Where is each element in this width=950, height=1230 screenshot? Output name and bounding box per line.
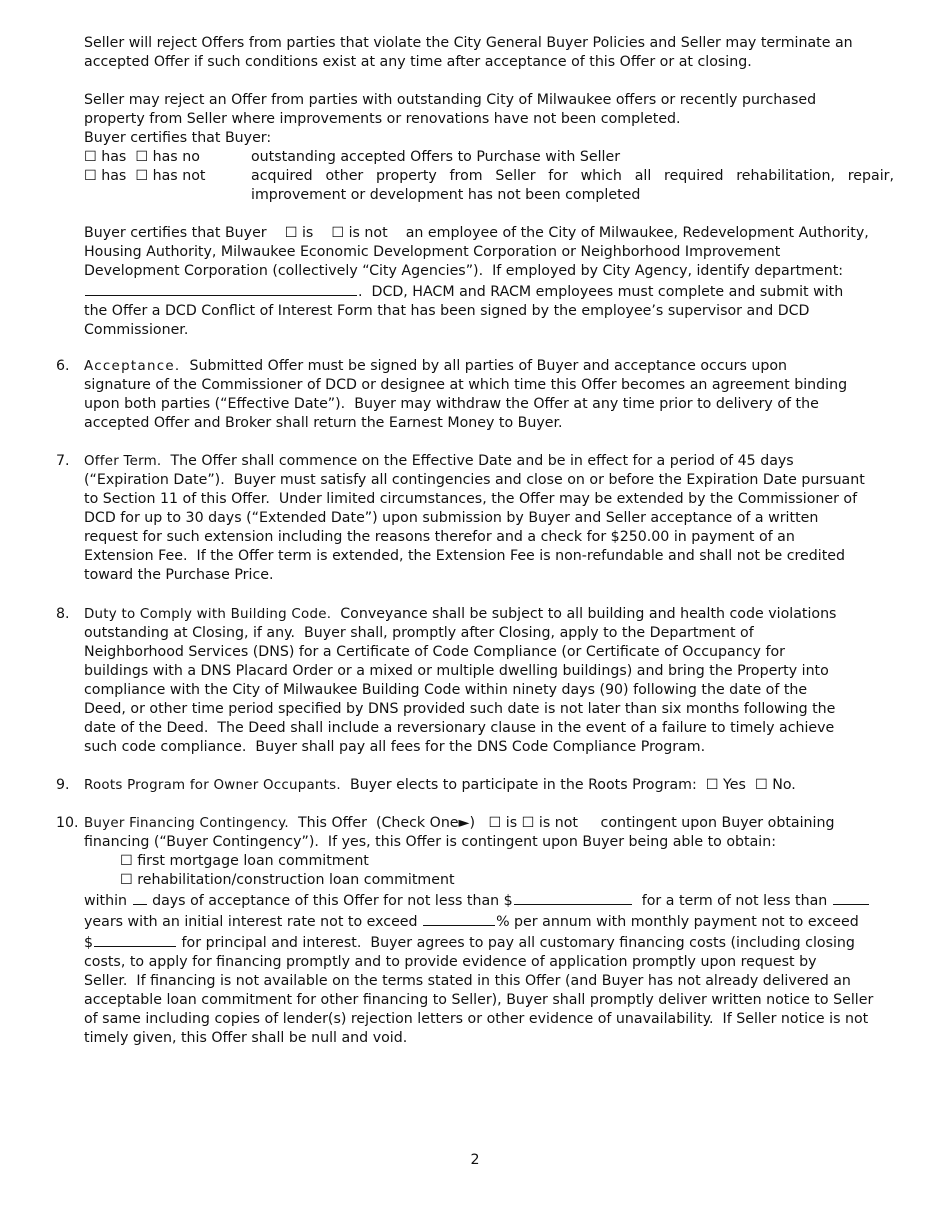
checkbox-is-not[interactable]: ☐ — [521, 815, 535, 831]
text-line: outstanding at Closing, if any. Buyer shall, promptly after Closing, apply to the Department of — [84, 625, 754, 641]
text-line — [84, 776, 894, 795]
cert-row-property — [84, 167, 205, 186]
text-span: years with an initial interest rate not to exceed — [84, 914, 418, 930]
text-line: toward the Purchase Price. — [84, 567, 274, 583]
text-line: (“Expiration Date”). Buyer must satisfy all contingencies and close on or before the Expiration Date pursuant — [84, 472, 865, 488]
section-number: 9. — [56, 777, 70, 793]
employee-paragraph — [84, 224, 894, 340]
section-number: 10. — [56, 815, 79, 831]
text-line — [84, 281, 894, 302]
loan-amount-blank[interactable] — [514, 890, 632, 905]
checkbox-first-mortgage[interactable]: ☐ — [120, 853, 133, 869]
checkbox-has[interactable]: ☐ — [84, 149, 97, 165]
text-span: $ — [84, 935, 94, 951]
option-label: is not — [348, 225, 388, 241]
section-heading: Offer Term. — [84, 454, 162, 469]
section-number: 6. — [56, 358, 70, 374]
option-label: Yes — [723, 777, 746, 793]
text-span: Submitted Offer must be signed by all parties of Buyer and acceptance occurs upon — [189, 358, 788, 374]
section-9 — [84, 776, 894, 795]
section-number: 7. — [56, 453, 70, 469]
department-blank[interactable] — [85, 281, 357, 296]
text-line: Extension Fee. If the Offer term is extended, the Extension Fee is non-refundable and shall not be credited — [84, 548, 845, 564]
reject-paragraph — [84, 91, 894, 148]
text-span: contingent upon Buyer obtaining — [600, 815, 835, 831]
cert-text-offers: outstanding accepted Offers to Purchase with Seller — [251, 149, 621, 165]
text-line: the Offer a DCD Conflict of Interest Form that has been signed by the employee’s supervisor and DCD — [84, 303, 810, 319]
text-line — [84, 890, 894, 911]
section-6 — [84, 357, 894, 433]
option-label: has — [101, 168, 127, 184]
option-rehab-loan — [84, 871, 894, 890]
text-span: This Offer (Check One►) — [297, 815, 475, 831]
checkbox-has-not[interactable]: ☐ — [135, 168, 149, 184]
policy-paragraph — [84, 34, 894, 72]
text-line: Seller will reject Offers from parties that violate the City General Buyer Policies and Seller may terminate an — [84, 35, 853, 51]
text-line: compliance with the City of Milwaukee Building Code within ninety days (90) following the date of the — [84, 682, 808, 698]
text-span: Buyer certifies that Buyer — [84, 225, 267, 241]
option-label: has — [101, 149, 127, 165]
option-label: rehabilitation/construction loan commitment — [137, 872, 455, 888]
text-span: an employee of the City of Milwaukee, Redevelopment Authority, — [405, 225, 869, 241]
text-span: Conveyance shall be subject to all building and health code violations — [340, 606, 837, 622]
text-line: Seller may reject an Offer from parties with outstanding City of Milwaukee offers or recently purchased — [84, 92, 817, 108]
section-heading: Buyer Financing Contingency. — [84, 816, 289, 831]
text-span: Buyer elects to participate in the Roots Program: — [349, 777, 697, 793]
monthly-payment-blank[interactable] — [94, 932, 176, 947]
text-line: of same including copies of lender(s) rejection letters or other evidence of unavailability. If Seller notice is not — [84, 1011, 869, 1027]
option-label: has not — [152, 168, 206, 184]
text-line: costs, to apply for financing promptly and to provide evidence of application promptly upon request by — [84, 954, 817, 970]
text-line — [84, 224, 894, 243]
text-span: for a term of not less than — [641, 893, 828, 909]
text-line: accepted Offer and Broker shall return the Earnest Money to Buyer. — [84, 415, 563, 431]
section-7 — [84, 452, 894, 585]
text-line: Neighborhood Services (DNS) for a Certificate of Code Compliance (or Certificate of Occupancy for — [84, 644, 785, 660]
text-line — [84, 911, 894, 932]
cert-row-offers — [84, 148, 200, 167]
text-line: Development Corporation (collectively “City Agencies”). If employed by City Agency, identify department: — [84, 263, 844, 279]
checkbox-no[interactable]: ☐ — [754, 777, 768, 793]
option-label: is — [505, 815, 518, 831]
section-heading: Acceptance. — [84, 359, 181, 374]
section-number: 8. — [56, 606, 70, 622]
text-line — [84, 605, 894, 624]
option-first-mortgage — [84, 852, 894, 871]
text-line: Housing Authority, Milwaukee Economic Development Corporation or Neighborhood Improvement — [84, 244, 781, 260]
cert-text-property: acquired other property from Seller for which all required rehabilitation, repair, improvement or development has not been completed — [251, 168, 894, 203]
checkbox-is[interactable]: ☐ — [488, 815, 502, 831]
text-line: to Section 11 of this Offer. Under limited circumstances, the Offer may be extended by the Commissioner of — [84, 491, 858, 507]
text-line: request for such extension including the reasons therefor and a check for $250.00 in payment of an — [84, 529, 795, 545]
text-span: The Offer shall commence on the Effective Date and be in effect for a period of 45 days — [170, 453, 794, 469]
option-label: has no — [152, 149, 200, 165]
text-line — [84, 357, 894, 376]
checkbox-has-no[interactable]: ☐ — [135, 149, 149, 165]
checkbox-is-not[interactable]: ☐ — [331, 225, 345, 241]
checkbox-is[interactable]: ☐ — [284, 225, 298, 241]
text-line — [84, 932, 894, 953]
section-8 — [84, 605, 894, 757]
text-span: days of acceptance of this Offer for not less than $ — [152, 893, 513, 909]
text-span: . DCD, HACM and RACM employees must complete and submit with — [358, 284, 844, 300]
days-blank[interactable] — [133, 890, 147, 905]
text-line — [84, 814, 894, 833]
text-line: date of the Deed. The Deed shall include a reversionary clause in the event of a failure to timely achieve — [84, 720, 835, 736]
text-line — [84, 452, 894, 471]
text-line: Commissioner. — [84, 322, 189, 338]
text-line: upon both parties (“Effective Date”). Buyer may withdraw the Offer at any time prior to delivery of the — [84, 396, 819, 412]
text-span: within — [84, 893, 128, 909]
text-line: timely given, this Offer shall be null and void. — [84, 1030, 408, 1046]
text-line: accepted Offer if such conditions exist at any time after acceptance of this Offer or at closing. — [84, 54, 752, 70]
checkbox-has[interactable]: ☐ — [84, 168, 97, 184]
text-line: buildings with a DNS Placard Order or a mixed or multiple dwelling buildings) and bring the Property into — [84, 663, 829, 679]
section-10 — [84, 814, 894, 1048]
text-line: Seller. If financing is not available on the terms stated in this Offer (and Buyer has not already delivered an — [84, 973, 851, 989]
text-span: for principal and interest. Buyer agrees to pay all customary financing costs (including closing — [181, 935, 855, 951]
option-label: is — [301, 225, 314, 241]
text-line: such code compliance. Buyer shall pay all fees for the DNS Code Compliance Program. — [84, 739, 706, 755]
checkbox-yes[interactable]: ☐ — [705, 777, 719, 793]
option-label: first mortgage loan commitment — [137, 853, 369, 869]
checkbox-rehab-loan[interactable]: ☐ — [120, 872, 133, 888]
text-line: Buyer certifies that Buyer: — [84, 130, 272, 146]
page-number: 2 — [470, 1152, 480, 1168]
text-line: signature of the Commissioner of DCD or designee at which time this Offer becomes an agreement binding — [84, 377, 848, 393]
text-line: financing (“Buyer Contingency”). If yes, this Offer is contingent upon Buyer being able to obtain: — [84, 834, 777, 850]
interest-rate-blank[interactable] — [423, 911, 495, 926]
term-years-blank[interactable] — [833, 890, 869, 905]
section-heading: Roots Program for Owner Occupants. — [84, 778, 341, 793]
section-heading: Duty to Comply with Building Code. — [84, 607, 332, 622]
option-label: is not — [538, 815, 578, 831]
text-line: Deed, or other time period specified by DNS provided such date is not later than six months following the — [84, 701, 836, 717]
text-line: DCD for up to 30 days (“Extended Date”) upon submission by Buyer and Seller acceptance of a written — [84, 510, 819, 526]
text-span: % per annum with monthly payment not to exceed — [496, 914, 859, 930]
option-label: No. — [772, 777, 796, 793]
text-line: acceptable loan commitment for other financing to Seller), Buyer shall promptly deliver written notice to Seller — [84, 992, 874, 1008]
text-line: property from Seller where improvements or renovations have not been completed. — [84, 111, 681, 127]
